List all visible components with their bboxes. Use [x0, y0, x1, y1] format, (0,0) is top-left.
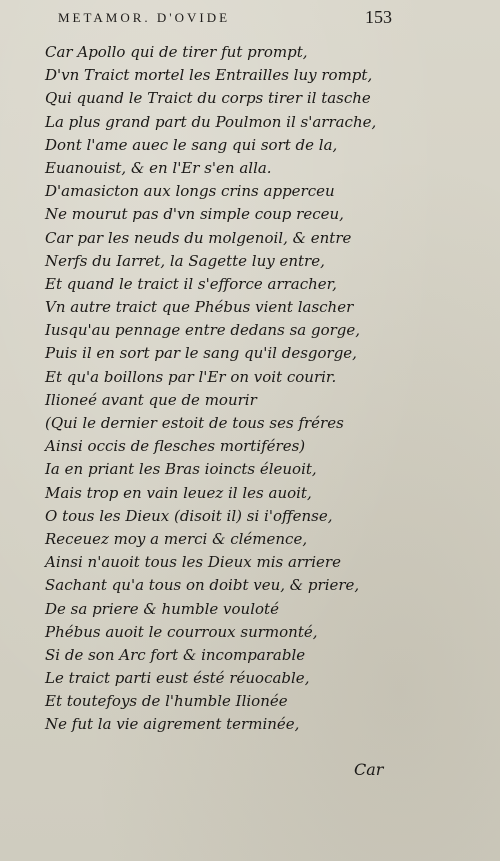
verse-line: Dont l'ame auec le sang qui sort de la,: [45, 135, 338, 154]
verse-line: Mais trop en vain leuez il les auoit,: [45, 483, 312, 502]
verse-line: Car par les neuds du molgenoil, & entre: [45, 228, 352, 247]
verse-line: Puis il en sort par le sang qu'il desgorge,: [45, 344, 357, 363]
running-head: METAMOR. D'OVIDE: [58, 10, 231, 25]
verse-line: Vn autre traict que Phébus vient lascher: [45, 298, 354, 317]
verse-line: Car Apollo qui de tirer fut prompt,: [45, 43, 308, 61]
verse-list: [45, 41, 445, 737]
page-number: 153: [365, 7, 392, 27]
verse-line: Le traict parti eust ésté réuocable,: [45, 669, 310, 688]
verse-line: D'amasicton aux longs crins apperceu: [45, 182, 335, 201]
verse-line: Phébus auoit le courroux surmonté,: [45, 622, 318, 641]
verse-line: Qui quand le Traict du corps tirer il tasche: [45, 89, 371, 108]
verse-line: D'vn Traict mortel les Entrailles luy rompt,: [45, 66, 373, 85]
verse-line: (Qui le dernier estoit de tous ses fréres: [45, 414, 344, 432]
verse-line: Nerfs du Iarret, la Sagette luy entre,: [45, 251, 325, 270]
verse-line: La plus grand part du Poulmon il s'arrache,: [45, 112, 377, 131]
verse-line: Et quand le traict il s'efforce arracher,: [45, 274, 337, 293]
show-through-text: [455, 330, 500, 346]
verse-line: Iusqu'au pennage entre dedans sa gorge,: [45, 321, 361, 340]
verse-line: Euanouist, & en l'Er s'en alla.: [45, 158, 272, 177]
verse-line: Et toutefoys de l'humble Ilionée: [45, 692, 288, 711]
verse-line: De sa priere & humble vouloté: [45, 599, 279, 618]
verse-line: O tous les Dieux (disoit il) si i'offense,: [45, 506, 333, 525]
verse-line: Receuez moy a merci & clémence,: [45, 529, 308, 548]
verse-line: Ia en priant les Bras ioincts éleuoit,: [45, 460, 317, 479]
verse-line: Ilioneé avant que de mourir: [45, 390, 257, 409]
verse-line: Ainsi n'auoit tous les Dieux mis arriere: [45, 553, 341, 572]
verse-line: Ne fut la vie aigrement terminée,: [45, 715, 300, 734]
verse-line: Sachant qu'a tous on doibt veu, & priere,: [45, 576, 360, 595]
verse-line: Ainsi occis de flesches mortiféres): [45, 437, 306, 456]
verse-line: Et qu'a boillons par l'Er on voit courir.: [45, 367, 337, 386]
catchword: Car: [354, 760, 384, 779]
verse-line: Si de son Arc fort & incomparable: [45, 645, 306, 664]
verse-line: Ne mourut pas d'vn simple coup receu,: [45, 205, 344, 224]
